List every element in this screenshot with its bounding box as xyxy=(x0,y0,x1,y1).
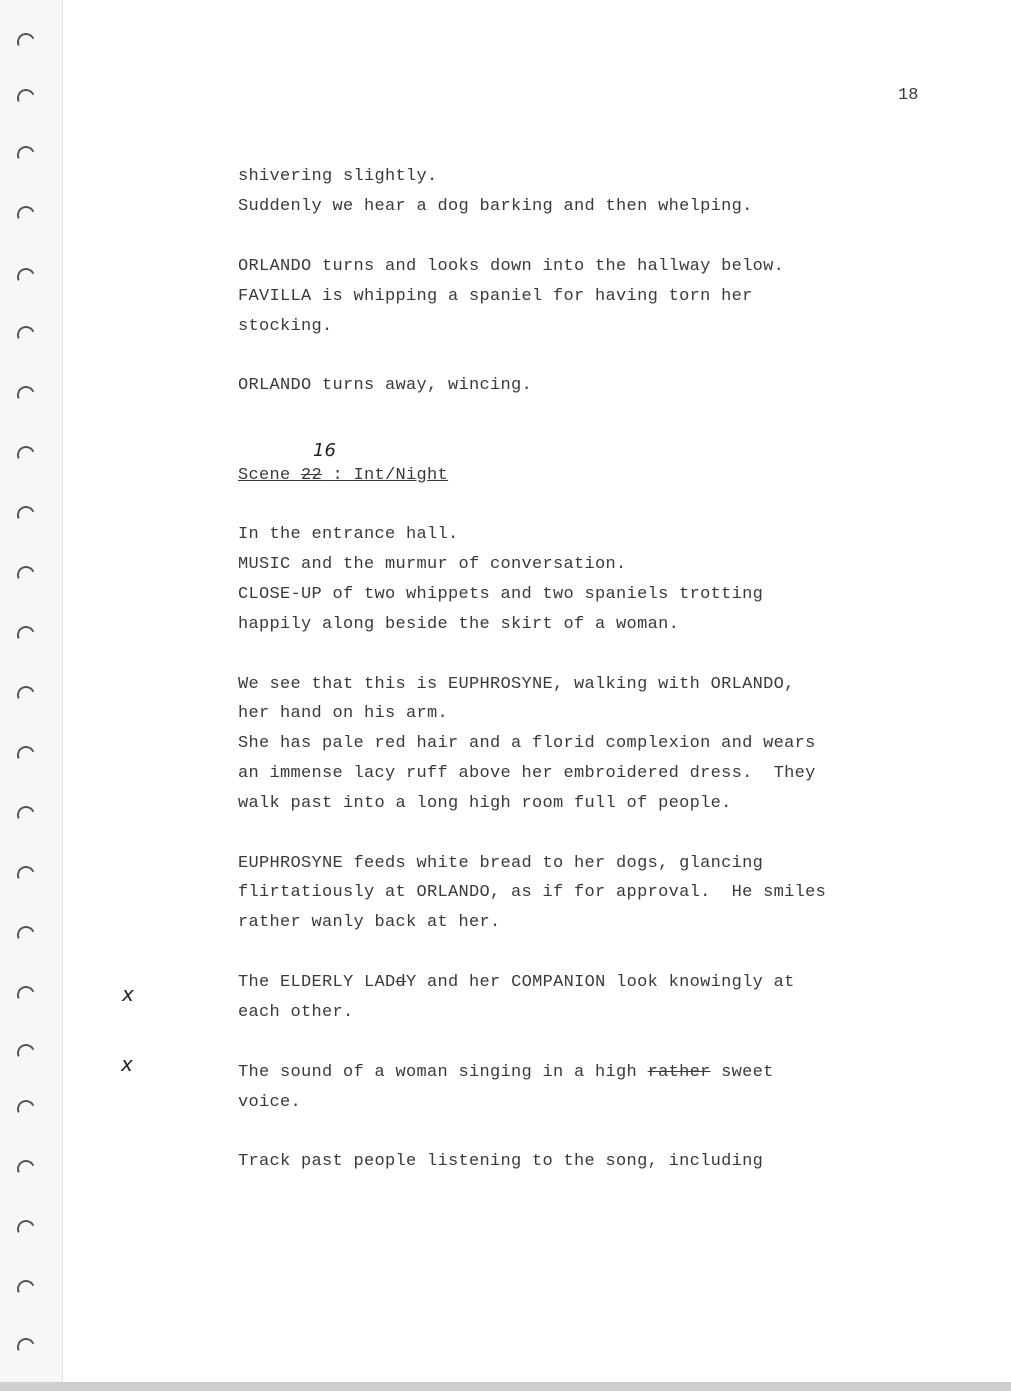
line-text: The sound of a woman singing in a high xyxy=(238,1063,648,1082)
script-line: rather wanly back at her. xyxy=(238,913,501,932)
margin-mark-x: x xyxy=(122,982,134,1006)
script-line: ORLANDO turns away, wincing. xyxy=(238,376,533,395)
script-line: walk past into a long high room full of people. xyxy=(238,794,732,813)
script-line: shivering slightly. xyxy=(238,167,438,186)
struck-letter: d xyxy=(395,973,407,992)
script-line: EUPHROSYNE feeds white bread to her dogs, glancing xyxy=(238,854,764,873)
script-line-corrected xyxy=(238,1063,774,1082)
script-line: happily along beside the skirt of a woman. xyxy=(238,615,680,634)
script-line: Track past people listening to the song, including xyxy=(238,1152,764,1171)
script-line: CLOSE-UP of two whippets and two spaniels trotting xyxy=(238,585,764,604)
script-line: ORLANDO turns and looks down into the hallway below. xyxy=(238,257,785,276)
scene-heading-suffix: : Int/Night xyxy=(322,466,449,485)
script-line: Suddenly we hear a dog barking and then whelping. xyxy=(238,197,753,216)
margin-mark-x: x xyxy=(121,1052,133,1076)
script-line: an immense lacy ruff above her embroidered dress. They xyxy=(238,764,816,783)
scene-heading-prefix: Scene xyxy=(238,466,302,485)
script-line-corrected xyxy=(238,973,795,992)
script-line: In the entrance hall. xyxy=(238,525,459,544)
line-text: Y and her COMPANION look knowingly at xyxy=(406,973,795,992)
script-line: stocking. xyxy=(238,317,333,336)
page-number: 18 xyxy=(898,86,919,105)
script-line: flirtatiously at ORLANDO, as if for approval. He smiles xyxy=(238,883,827,902)
script-line: each other. xyxy=(238,1003,354,1022)
script-line: her hand on his arm. xyxy=(238,704,449,723)
scene-heading xyxy=(238,466,448,485)
struck-word: rather xyxy=(647,1063,711,1082)
script-line: FAVILLA is whipping a spaniel for having torn her xyxy=(238,287,753,306)
line-text: The ELDERLY LAD xyxy=(238,973,396,992)
struck-scene-number: 22 xyxy=(301,466,323,485)
line-text: sweet xyxy=(710,1063,774,1082)
handwritten-scene-number: 16 xyxy=(313,440,336,461)
script-line: MUSIC and the murmur of conversation. xyxy=(238,555,627,574)
script-line: voice. xyxy=(238,1093,302,1112)
script-line: She has pale red hair and a florid complexion and wears xyxy=(238,734,816,753)
script-line: We see that this is EUPHROSYNE, walking with ORLANDO, xyxy=(238,675,795,694)
page-bottom-edge xyxy=(0,1382,1011,1391)
